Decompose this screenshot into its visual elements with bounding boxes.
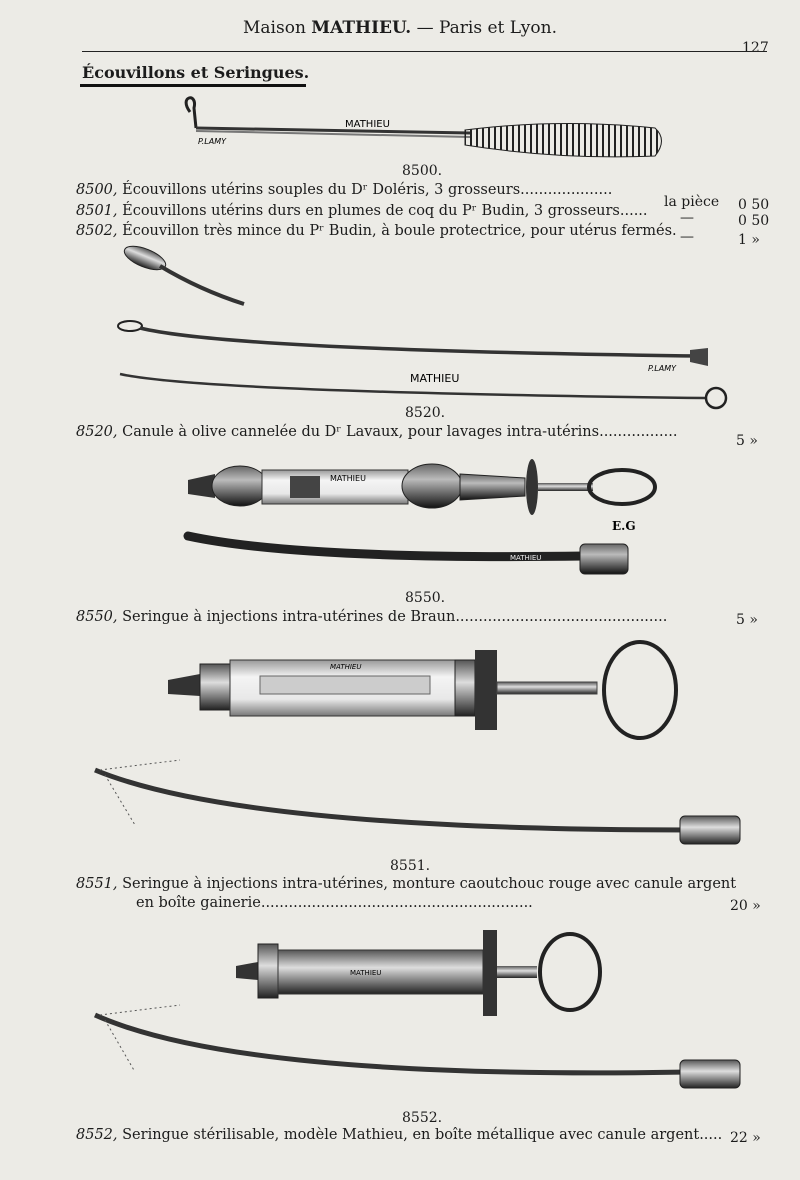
- leader-dots: ..............................................: [455, 609, 668, 625]
- price-8520: 5 »: [736, 433, 758, 449]
- item-description: Écouvillons utérins durs en plumes de coq du Pʳ Budin, 3 grosseurs......: [122, 203, 648, 219]
- header-location: — Paris et Lyon.: [416, 18, 557, 38]
- leader-dots: ...........................................................: [260, 895, 533, 911]
- syringe-8551-illustration: [95, 642, 740, 844]
- canule-maker-mark: MATHIEU: [410, 372, 460, 385]
- unit-label-8502: —: [680, 229, 694, 245]
- canule-engraver-mark: P.LAMY: [648, 364, 676, 373]
- brush-engraver-mark: P.LAMY: [198, 137, 226, 146]
- figure-number-8550: 8550.: [405, 590, 446, 606]
- page-number: 127: [742, 40, 769, 56]
- price-8501: 0 50: [738, 213, 770, 229]
- braun-initials: E.G: [612, 519, 636, 533]
- header-brand: MATHIEU.: [311, 18, 412, 38]
- unit-label-8501: —: [680, 210, 694, 226]
- item-number: 8551,: [76, 876, 118, 892]
- leader-dots: .................: [599, 424, 678, 440]
- item-number: 8550,: [76, 609, 118, 625]
- item-description-continued: en boîte gainerie: [136, 895, 261, 911]
- item-number: 8502,: [76, 223, 118, 239]
- brush-illustration: [186, 98, 661, 157]
- item-number: 8501,: [76, 203, 118, 219]
- catalog-entry-8502: [76, 223, 677, 239]
- section-title: Écouvillons et Seringues.: [82, 63, 310, 82]
- catalog-entry-8552: [76, 1127, 722, 1143]
- item-description: Canule à olive cannelée du Dʳ Lavaux, pour lavages intra-utérins: [122, 424, 600, 440]
- figure-number-8552: 8552.: [402, 1110, 443, 1126]
- braun-syringe-illustration: [188, 459, 655, 574]
- brush-maker-mark: MATHIEU: [345, 119, 390, 130]
- braun-maker-mark: MATHIEU: [330, 474, 366, 483]
- price-8552: 22 »: [730, 1130, 761, 1146]
- price-8551: 20 »: [730, 898, 761, 914]
- item-number: 8520,: [76, 424, 118, 440]
- item-description: Écouvillons utérins souples du Dʳ Doléris, 3 grosseurs: [122, 182, 521, 198]
- canule-illustration: [118, 241, 726, 408]
- catalog-entry-8550: [76, 609, 667, 625]
- syringe-8551-maker-mark: MATHIEU: [330, 663, 362, 671]
- item-description: Seringue à injections intra-utérines de Braun: [122, 609, 456, 625]
- unit-label-8500: la pièce: [664, 194, 720, 210]
- item-description: Seringue stérilisable, modèle Mathieu, en boîte métallique avec canule argent.....: [122, 1127, 723, 1143]
- item-description: Seringue à injections intra-utérines, monture caoutchouc rouge avec canule argent: [122, 876, 737, 892]
- catalog-entry-8551: [76, 876, 736, 892]
- catalog-entry-8551-continued: [136, 895, 533, 911]
- braun-canule-maker-mark: MATHIEU: [510, 554, 542, 562]
- syringe-8552-illustration: [95, 930, 740, 1088]
- item-number: 8500,: [76, 182, 118, 198]
- catalog-entry-8500: [76, 182, 612, 198]
- item-number: 8552,: [76, 1127, 118, 1143]
- figure-number-8551: 8551.: [390, 858, 431, 874]
- price-8500: 0 50: [738, 197, 770, 213]
- syringe-8552-maker-mark: MATHIEU: [350, 969, 382, 977]
- leader-dots: ....................: [520, 182, 613, 198]
- figure-number-8500: 8500.: [402, 163, 443, 179]
- catalog-entry-8501: [76, 203, 648, 219]
- item-description: Écouvillon très mince du Pʳ Budin, à boule protectrice, pour utérus fermés.: [122, 223, 677, 239]
- figure-number-8520: 8520.: [405, 405, 446, 421]
- price-8502: 1 »: [738, 232, 760, 248]
- price-8550: 5 »: [736, 612, 758, 628]
- catalog-entry-8520: [76, 424, 677, 440]
- header-maison: Maison: [243, 18, 306, 38]
